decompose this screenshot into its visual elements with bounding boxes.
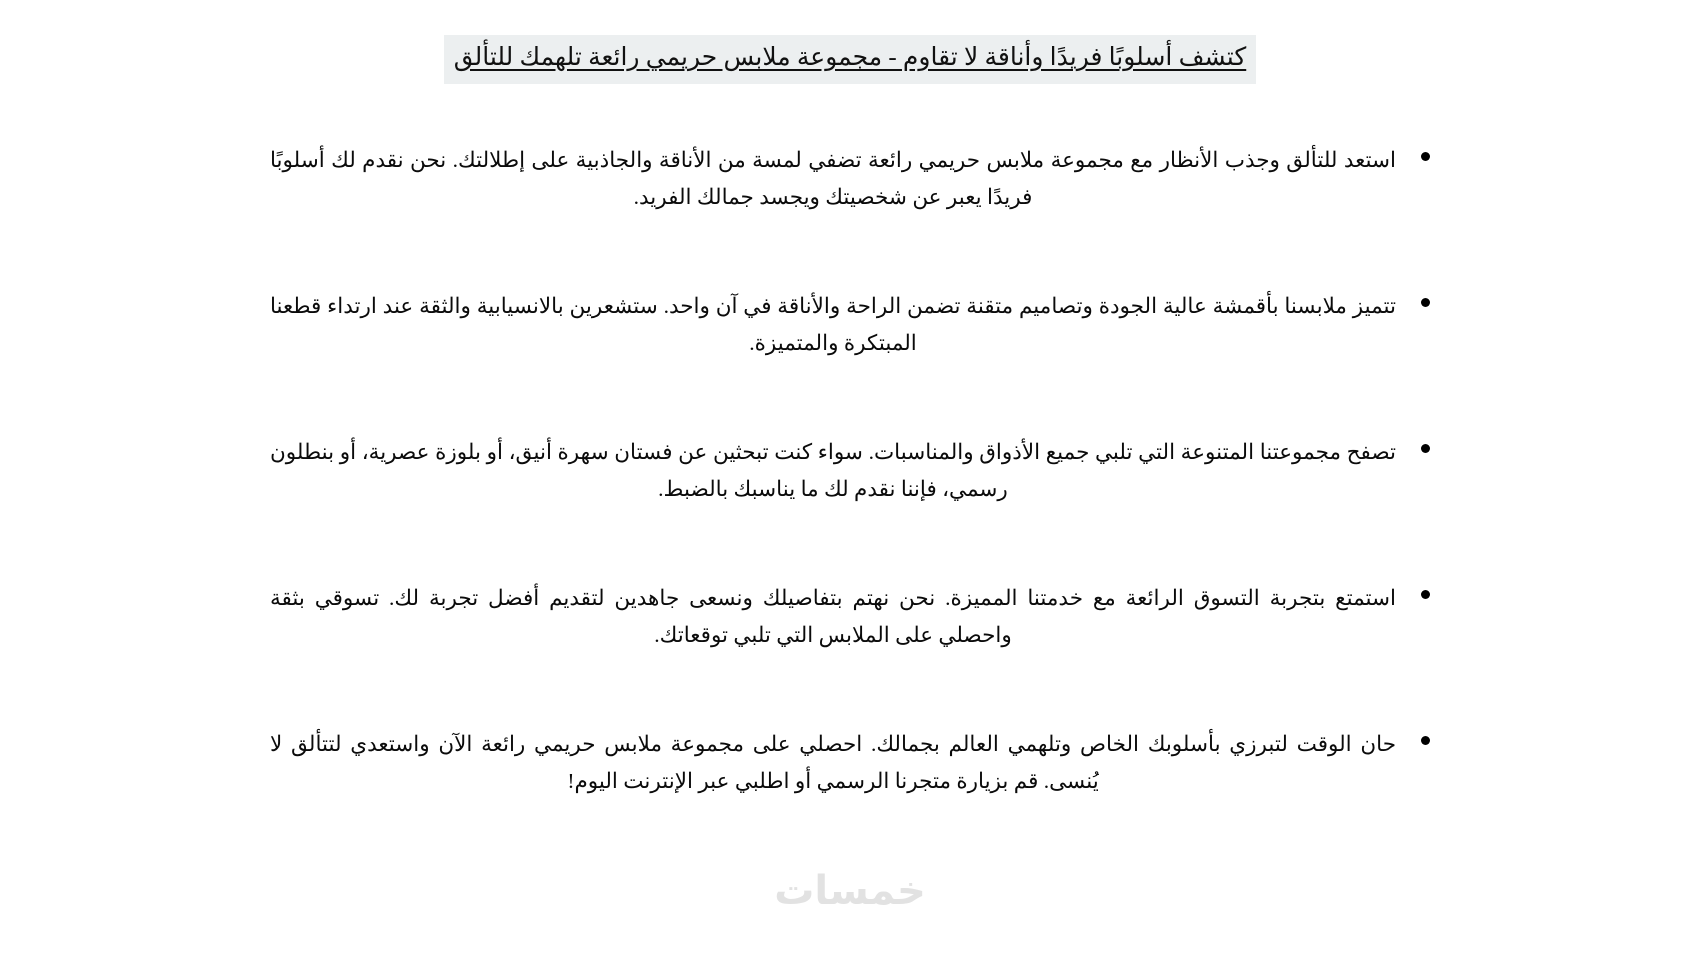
list-item [270, 142, 1430, 216]
list-item [270, 288, 1430, 362]
bullet-dot-icon [1421, 590, 1430, 599]
watermark-text: خمسات [774, 868, 926, 914]
list-item [270, 580, 1430, 654]
bullet-dot-icon [1421, 152, 1430, 161]
bullet-dot-icon [1421, 736, 1430, 745]
page-title: كتشف أسلوبًا فريدًا وأناقة لا تقاوم - مجموعة ملابس حريمي رائعة تلهمك للتألق [444, 35, 1256, 84]
list-item-text: استمتع بتجربة التسوق الرائعة مع خدمتنا المميزة. نحن نهتم بتفاصيلك ونسعى جاهدين لتقديم أفضل تجربة لك. تسوقي بثقة واحصلي على الملابس التي تلبي توقعاتك. [270, 586, 1396, 648]
list-item [270, 434, 1430, 508]
watermark [0, 868, 1700, 914]
list-item-text: تصفح مجموعتنا المتنوعة التي تلبي جميع الأذواق والمناسبات. سواء كنت تبحثين عن فستان سهرة أنيق، أو بلوزة عصرية، أو بنطلون رسمي، فإننا نقدم لك ما يناسبك بالضبط. [270, 440, 1396, 502]
bullet-list [270, 142, 1430, 800]
list-item-text: تتميز ملابسنا بأقمشة عالية الجودة وتصاميم متقنة تضمن الراحة والأناقة في آن واحد. ستشعرين بالانسيابية والثقة عند ارتداء قطعنا المبتكرة والمتميزة. [270, 294, 1396, 356]
list-item [270, 726, 1430, 800]
bullet-dot-icon [1421, 298, 1430, 307]
list-item-text: استعد للتألق وجذب الأنظار مع مجموعة ملابس حريمي رائعة تضفي لمسة من الأناقة والجاذبية على إطلالتك. نحن نقدم لك أسلوبًا فريدًا يعبر عن شخصيتك ويجسد جمالك الفريد. [270, 148, 1396, 210]
document-title-container [0, 0, 1700, 100]
list-item-text: حان الوقت لتبرزي بأسلوبك الخاص وتلهمي العالم بجمالك. احصلي على مجموعة ملابس حريمي رائعة الآن واستعدي لتتألق لا يُنسى. قم بزيارة متجرنا الرسمي أو اطلبي عبر الإنترنت اليوم! [270, 732, 1396, 793]
bullet-dot-icon [1421, 444, 1430, 453]
